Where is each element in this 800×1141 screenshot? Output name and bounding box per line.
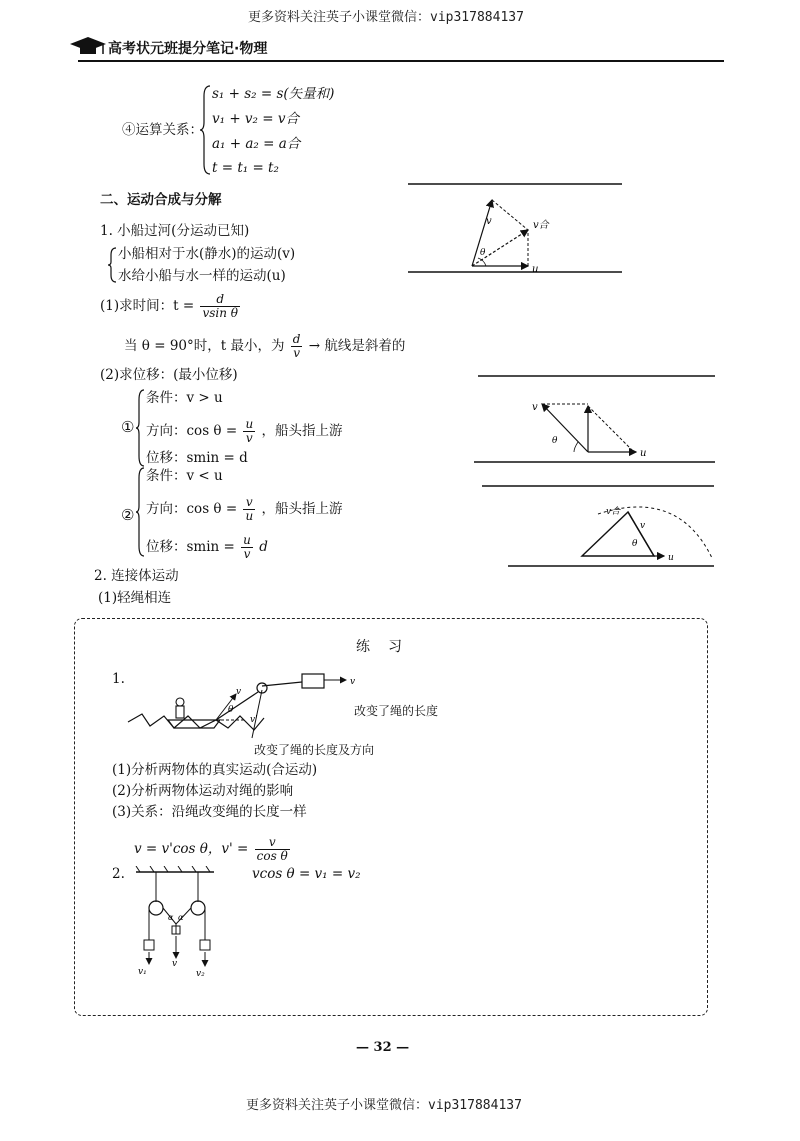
pulley-diagram	[130, 866, 220, 980]
practice-1-note1: 改变了绳的长度	[354, 704, 439, 718]
case2-displacement: 位移：smin = $\frac{u}{v}$ d	[146, 533, 268, 562]
case1-direction: 方向：cos θ = $\frac{u}{v}$ ，船头指上游	[146, 417, 343, 446]
case2-condition: 条件：v < u	[146, 468, 223, 484]
case1-brace	[136, 388, 146, 468]
fig-e-alpha-label-1: α	[168, 913, 174, 922]
section4-row1: s₁ + s₂ = s(矢量和)	[212, 86, 335, 102]
practice-step3: (3)关系：沿绳改变绳的长度一样	[112, 804, 307, 820]
section4-row4: t = t₁ = t₂	[212, 160, 279, 176]
fig-a-v-label: v	[486, 216, 492, 227]
header-logo	[68, 36, 108, 62]
fig-d-arrow-v-label: v	[350, 677, 356, 687]
graduation-cap-icon	[68, 36, 108, 58]
watermark-bottom: 更多资料关注英子小课堂微信：vip317884137	[246, 1098, 522, 1113]
fig-d-vprime-label: v'	[250, 715, 258, 725]
fig-a-u-label: u	[532, 264, 539, 275]
practice-2-formula: vcos θ = v₁ = v₂	[252, 866, 361, 882]
river-crossing-diagram	[400, 178, 630, 288]
practice-step2: (2)分析两物体运动对绳的影响	[112, 783, 294, 799]
fig-d-v-label: v	[236, 687, 242, 697]
section4-row2: v₁ + v₂ = v合	[212, 111, 299, 127]
practice-1-number: 1.	[112, 671, 125, 687]
case2-number: ②	[121, 506, 135, 524]
item2-sub: (1)轻绳相连	[98, 590, 172, 606]
section4-row3: a₁ + a₂ = a合	[212, 136, 301, 152]
boat-rope-diagram	[124, 664, 384, 748]
min-displacement-diagram-2	[478, 478, 718, 574]
watermark-top: 更多资料关注英子小课堂微信：vip317884137	[248, 10, 524, 25]
practice-1-note2: 改变了绳的长度及方向	[254, 743, 375, 757]
page-number: — 32 —	[356, 1040, 410, 1055]
fig-e-alpha-label-2: α	[178, 913, 184, 922]
section4-label: ④运算关系：	[122, 122, 203, 138]
fig-e-v1-label: v₁	[138, 967, 147, 977]
case1-displacement: 位移：smin = d	[146, 450, 248, 466]
section2-title: 二、运动合成与分解	[100, 192, 222, 208]
min-time-note: 当 θ = 90°时，t 最小，为 $\frac{d}{v}$ → 航线是斜着的	[124, 332, 406, 361]
fig-b-theta-label: θ	[552, 436, 558, 446]
fig-e-v-label: v	[172, 959, 178, 969]
min-displacement-diagram-1	[470, 370, 720, 470]
fig-a-theta-label: θ	[480, 248, 486, 258]
fig-c-v-label: v	[640, 521, 646, 531]
disp-label: (2)求位移：(最小位移)	[100, 367, 238, 383]
time-formula: (1)求时间：t = $\frac{d}{\text{vsin θ}}$	[100, 292, 238, 321]
fig-b-v-label: v	[532, 402, 538, 413]
case1-condition: 条件：v > u	[146, 390, 223, 406]
fig-e-v2-label: v₂	[196, 969, 205, 979]
section4-brace	[200, 84, 212, 176]
item1-sub2: 水给小船与水一样的运动(u)	[118, 268, 286, 284]
practice-formula: v = v'cos θ，v' = $\frac{v}{\text{cos θ}}$	[134, 835, 288, 864]
practice-2-number: 2.	[112, 866, 125, 882]
header-rule	[78, 60, 724, 62]
practice-title: 练 习	[356, 639, 404, 655]
item1-title: 1. 小船过河(分运动已知)	[100, 223, 250, 239]
fig-d-theta-label: θ	[228, 705, 234, 715]
case2-brace	[136, 466, 146, 558]
item2-title: 2. 连接体运动	[94, 568, 179, 584]
practice-step1: (1)分析两物体的真实运动(合运动)	[112, 762, 318, 778]
fig-c-vhe-label: v合	[606, 507, 621, 517]
case2-direction: 方向：cos θ = $\frac{v}{u}$ ，船头指上游	[146, 495, 343, 524]
fig-b-u-label: u	[640, 448, 647, 459]
item1-brace	[108, 246, 118, 284]
case1-number: ①	[121, 418, 135, 436]
fig-c-theta-label: θ	[632, 539, 638, 549]
fig-a-vhe-label: v合	[533, 220, 549, 231]
header-title: 高考状元班提分笔记·物理	[108, 41, 268, 57]
fig-c-u-label: u	[668, 553, 674, 563]
item1-sub1: 小船相对于水(静水)的运动(v)	[118, 246, 296, 262]
